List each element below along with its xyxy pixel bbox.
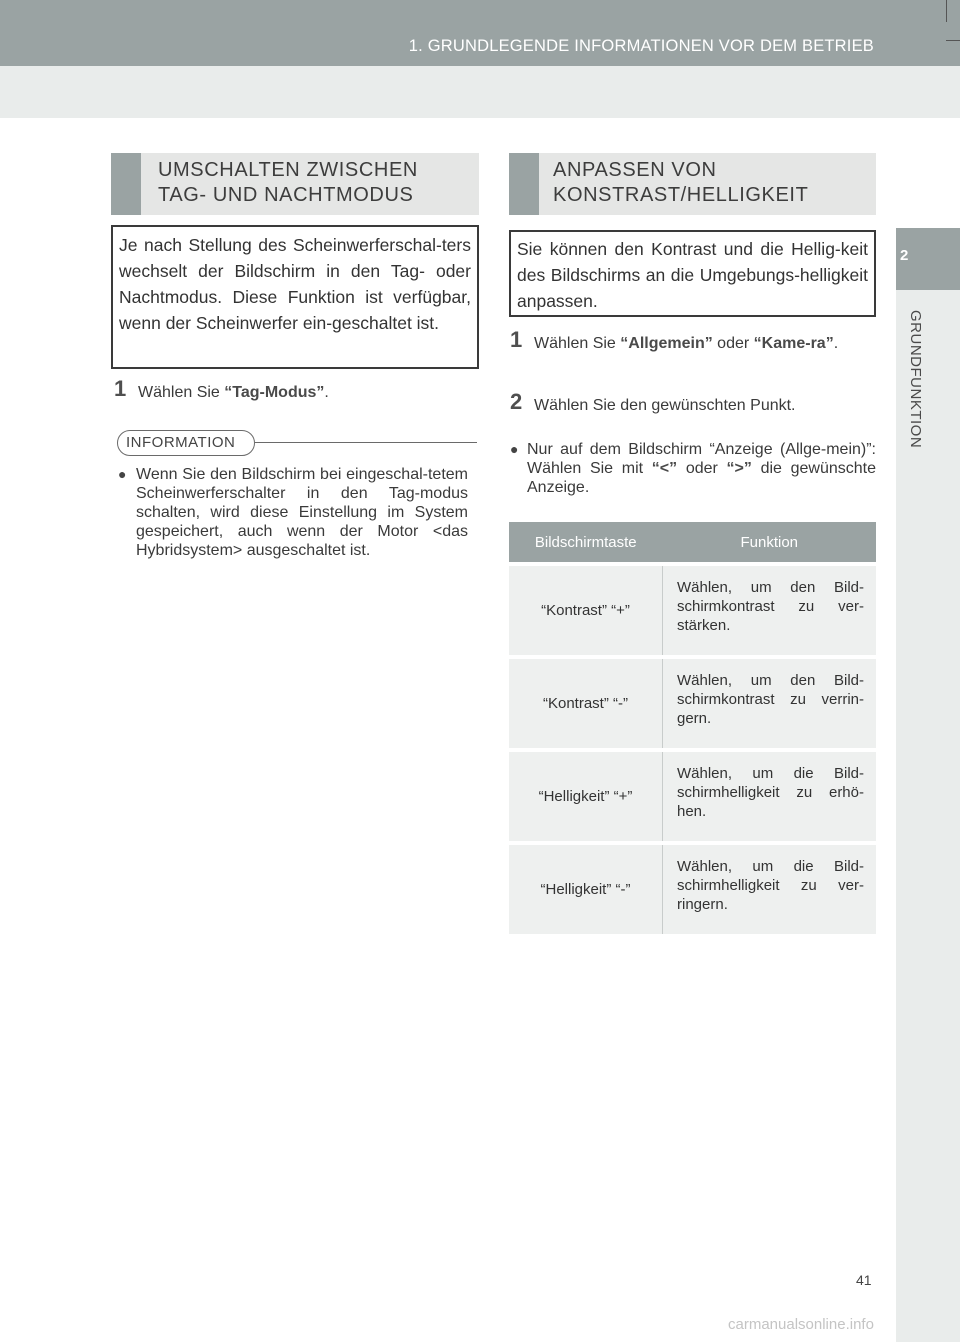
chapter-number: 2 — [900, 247, 909, 264]
note-text-post: die gewünschte Anzeige. — [527, 460, 876, 496]
step-text-pre: Wählen Sie — [138, 384, 225, 401]
note-key-right: “>” — [726, 460, 752, 477]
step-1-select — [510, 327, 876, 355]
table-cell-function: Wählen, um den Bild-schirmkontrast zu ver-stärken. — [663, 564, 877, 657]
note-text-mid: oder — [677, 460, 727, 477]
note-text — [527, 440, 876, 497]
section-heading-text: UMSCHALTEN ZWISCHEN TAG- UND NACHTMODUS — [158, 159, 418, 206]
intro-box-contrast: Sie können den Kontrast und die Hellig-keit des Bildschirms an die Umgebungs-helligkeit anpassen. — [509, 230, 876, 317]
table-row — [509, 750, 876, 843]
table-header-function: Funktion — [663, 522, 877, 564]
table-row — [509, 564, 876, 657]
bullet-icon: ● — [118, 466, 127, 482]
step-2-select — [510, 389, 876, 417]
step-text — [534, 333, 876, 355]
section-heading-day-night — [111, 153, 479, 215]
table-cell-function: Wählen, um die Bild-schirmhelligkeit zu ver-ringern. — [663, 843, 877, 934]
step-1-day-mode — [114, 376, 478, 404]
information-rule — [255, 442, 477, 443]
step-text-pre: Wählen Sie — [534, 335, 621, 352]
note-text-pre: Nur auf dem Bildschirm “Anzeige (Allge-mein)”: Wählen Sie mit — [527, 441, 876, 477]
crop-mark — [946, 40, 960, 41]
intro-box-day-night: Je nach Stellung des Scheinwerferschal-ters wechselt der Bildschirm in den Tag- oder Nachtmodus. Diese Funktion ist verfügbar, wenn der Scheinwerfer ein-geschaltet ist. — [111, 225, 479, 369]
screen-button-table — [509, 522, 876, 934]
chapter-label: GRUNDFUNKTION — [907, 310, 924, 449]
display-selection-note — [510, 440, 876, 497]
crop-mark — [946, 0, 947, 22]
header-strip — [0, 66, 960, 118]
step-text-mid: oder — [712, 335, 754, 352]
header-bar — [0, 0, 960, 66]
section-heading-text: ANPASSEN VON KONSTRAST/HELLIGKEIT — [553, 159, 809, 206]
table-cell-button: “Helligkeit” “-” — [509, 843, 663, 934]
table-cell-button: “Kontrast” “+” — [509, 564, 663, 657]
table-header-button: Bildschirmtaste — [509, 522, 663, 564]
table-cell-button: “Kontrast” “-” — [509, 657, 663, 750]
chapter-sidebar — [896, 290, 960, 1342]
bullet-icon: ● — [510, 441, 519, 457]
step-option-kamera: “Kame-ra” — [753, 335, 834, 352]
step-text-post: . — [833, 335, 839, 352]
watermark: carmanualsonline.info — [728, 1316, 874, 1333]
step-option-allgemein: “Allgemein” — [620, 335, 713, 352]
section-heading-contrast-brightness — [509, 153, 876, 215]
information-text: Wenn Sie den Bildschirm bei eingeschal-tetem Scheinwerferschalter in den Tag-modus schalten, wird diese Einstellung im System gespeichert, auch wenn der Motor <das Hybridsystem> ausgeschaltet ist. — [136, 466, 468, 559]
table-cell-button: “Helligkeit” “+” — [509, 750, 663, 843]
step-number: 2 — [510, 389, 523, 414]
step-number: 1 — [510, 327, 523, 352]
note-key-left: “<” — [651, 460, 678, 477]
step-text-post: . — [324, 384, 329, 401]
step-text: Wählen Sie den gewünschten Punkt. — [534, 397, 796, 414]
heading-accent — [111, 153, 141, 215]
information-label: INFORMATION — [117, 430, 255, 456]
page-number: 41 — [856, 1272, 872, 1288]
table-row — [509, 657, 876, 750]
information-note — [118, 465, 468, 560]
table-row — [509, 843, 876, 934]
step-number: 1 — [114, 376, 127, 401]
step-text — [138, 382, 478, 404]
table-cell-function: Wählen, um den Bild-schirmkontrast zu verrin-gern. — [663, 657, 877, 750]
table-cell-function: Wählen, um die Bild-schirmhelligkeit zu erhö-hen. — [663, 750, 877, 843]
table-header-row — [509, 522, 876, 564]
step-option-tag-modus: “Tag-Modus” — [224, 384, 325, 401]
chapter-title: 1. GRUNDLEGENDE INFORMATIONEN VOR DEM BETRIEB — [408, 37, 874, 55]
heading-accent — [509, 153, 539, 215]
